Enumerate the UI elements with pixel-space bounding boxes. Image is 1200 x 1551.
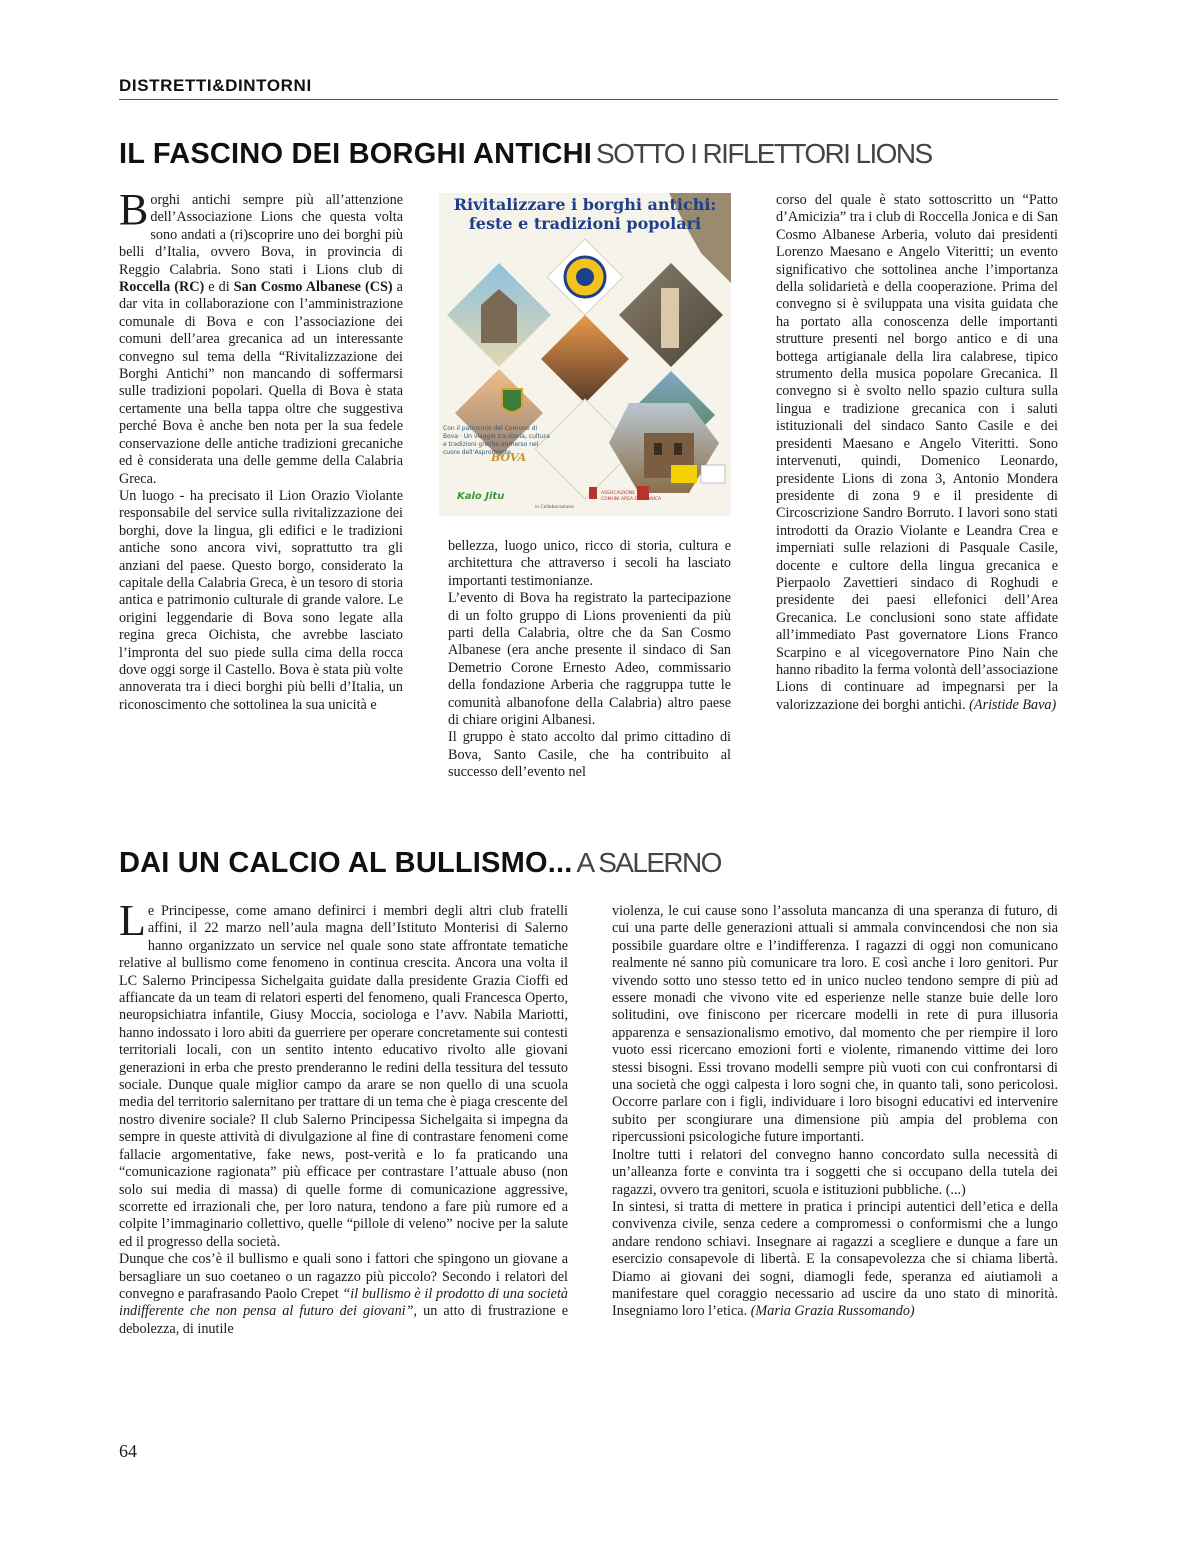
dropcap: B xyxy=(119,185,149,234)
poster-artwork xyxy=(439,193,731,516)
poster-title-line-1: Rivitalizzare i borghi antichi: xyxy=(453,195,717,214)
article1-paragraph-4: L’evento di Bova ha registrato la partecipazione di un folto gruppo di Lions provenienti da più parti della Calabria, oltre che da San Cosmo Albanese (era anche presente il sindaco di San Demetrio Corone Ernesto Adeo, commissario della fondazione Arberia che raggruppa tutte le comunità albanofone della Calabria) altro paese di chiare origini Albanesi. xyxy=(448,590,731,729)
text-run: orghi antichi sempre più all’attenzione dell’Associazione Lions che questa volta sono andati a (ri)scoprire uno dei borghi più belli d’Italia, ovvero Bova, in provincia di Reggio Calabria. Sono stati i Lions club di xyxy=(119,192,403,278)
svg-text:COMUNI AREA GRECANICA: COMUNI AREA GRECANICA xyxy=(601,497,662,502)
svg-text:ASSOCIAZIONE: ASSOCIAZIONE xyxy=(601,491,636,496)
article1-column-1 xyxy=(119,185,403,714)
poster-collaboration: in Collaborazione xyxy=(535,505,574,510)
article2-paragraph-4: Inoltre tutti i relatori del convegno hanno concordato sulla necessità di un’alleanza forte e convinta tra i soggetti che si occupano della tutela dei ragazzi, ovvero tra genitori, scuola e istituzioni pubbliche. (...) xyxy=(612,1146,1058,1198)
text-run: In sintesi, si tratta di mettere in pratica i principi autentici dell’etica e della convivenza civile, senza cedere a compromessi o conformismi che a lungo andare rendono schiavi. Insegnare ai ragazzi a scegliere e dunque a fare un esercizio consapevole di libertà. E la consapevolezza che si chiama libertà. Diamo ai giovani dei sogni, diamogli fede, speranza ed aiutiamoli a manifestare quel coraggio necessario ad uscire da uno stato di minorità. Insegniamo loro l’etica. xyxy=(612,1198,1058,1320)
article2-column-1 xyxy=(119,896,569,1338)
article1-paragraph-2: Un luogo - ha precisato il Lion Orazio Violante responsabile del service sulla rivitalizzazione dei borghi, dove la lingua, gli edifici e le tradizioni antiche sono ancora vivi, soprattutto tra gli anziani del paese. Questo borgo, considerato la capitale della Calabria Greca, è un tesoro di storia antica e patrimonio culturale di grande valore. Le origini leggendarie di Bova sono legate alla regina greca Oichista, che avrebbe lasciato l’impronta del suo piede sulla cima della rocca dove oggi sorge il Castello. Bova è stata più volte annoverata tra i dieci borghi più belli d’Italia, un riconoscimento che sottolinea la sua unicità e xyxy=(119,487,403,713)
poster-title-line-2: feste e tradizioni popolari xyxy=(468,214,702,233)
text-run: a dar vita in collaborazione con l’amministrazione comunale di Bova e con l’associazione dei comuni dell’area grecanica ad un interessante convegno sul tema della “Rivitalizzazione dei Borghi Antichi” non mancando di soffermarsi sulle tradizioni popolari. Quella di Bova è stata certamente una bella tappa oltre che suggestiva perché Bova è anche ben nota per la sua fedele conservazione delle antiche tradizioni grecaniche ed è considerata una delle gemme della Calabria Greca. xyxy=(119,279,403,487)
section-label: DISTRETTI&DINTORNI xyxy=(119,76,312,95)
article1-subtitle: SOTTO I RIFLETTORI LIONS xyxy=(596,138,932,169)
text-run: corso del quale è stato sottoscritto un “Patto d’Amicizia” tra i club di Roccella Jonica e di San Cosmo Albanese Arberia, voluto dai presidenti Lorenzo Maesano e Angelo Viteritti; un evento significativo che sottolinea anche l’importanza della solidarietà e della cooperazione. Prima del convegno si è sviluppata una visita guidata che ha portato alla conoscenza delle importanti strutture presenti nel borgo antico e di una bottega artigianale della lira calabrese, tipico strumento della musica popolare Grecanica. Il convegno si è svolto nello spazio cultura sulla lingua e tradizione grecanica con i saluti istituzionali del sindaco Santo Casile e dei presidenti Maesano e Angelo Viteritti. Sono intervenuti, quindi, Domenico Leonardo, presidente Lions di zona 3, Antonio Mondera presidente di zona 9 e il presidente di Circoscrizione Sandro Borruto. I lavori sono stati introdotti da Orazio Violante e Leandra Crea e imperniati sulle relazioni di Pasquale Casile, docente e cultore della lingua grecanica e Pierpaolo Zavettieri sindaco di Roghudi e presidente dei paesi ellefonici dell’Area Grecanica. Le conclusioni sono state affidate all’immediato Past governatore Lions Franco Scarpino e al vicegovernatore Pino Nain che hanno ribadito la ferma volontà dell’associazione Lions di continuare ad impegnarsi per la valorizzazione dei borghi antichi. xyxy=(776,192,1058,713)
article1-column-2 xyxy=(448,538,731,782)
page-number: 64 xyxy=(119,1441,137,1461)
text-run: e di xyxy=(204,279,234,296)
text-run: , un atto di frustrazione e debolezza, di inutile xyxy=(119,1303,569,1337)
dropcap: L xyxy=(119,896,146,945)
article2-paragraph-1 xyxy=(119,896,568,1251)
article2-headline xyxy=(119,849,721,878)
text-run: Dunque che cos’è il bullismo e quali sono i fattori che spingono un giovane a bersagliare un suo coetaneo o un ragazzo più piccolo? Secondo i relatori del convegno e parafrasando Paolo Crepet xyxy=(119,1251,568,1302)
club-name-san-cosmo: San Cosmo Albanese (CS) xyxy=(233,279,393,296)
article2-paragraph-3: violenza, le cui cause sono l’assoluta mancanza di una speranza di futuro, di cui una parte delle generazioni attuali si ammala convincendosi che non sia possibile guardare oltre e l’indifferenza. I ragazzi di oggi non comunicano realmente né sanno più comunicare tra loro. E così anche i loro genitori. Pur vivendo sotto uno stesso tetto ed in unico nucleo tendono sempre di più ad essere monadi che vivono vite ed esperienze nelle stanze buie delle loro solitudini, ove finiscono per ricercare modelli in rete di pura illusoria apparenza e sensazionalismo emotivo, dal momento che per riempire il loro vuoto essi ricercano emozioni forti e violente, rimanendo vittime dei loro stessi bisogni. Essi trovano modelli sempre più vuoti con cui confrontarsi di una società che oggi calpesta i loro sogni che, in quanto tali, sono pericolosi. Occorre parlare con i figli, individuare i loro bisogni educativi ed intervenire subito per scongiurare una dimensione più ampia del problema con ripercussioni psicologiche future importanti. xyxy=(612,903,1058,1146)
author-signature: (Aristide Bava) xyxy=(969,696,1057,713)
article2-paragraph-2 xyxy=(119,1251,568,1338)
text-run: e Principesse, come amano definirci i membri degli altri club fratelli affini, il 22 marzo nell’aula magna dell’Istituto Monterisi di Salerno hanno organizzato un service nel quale sono state affrontate tematiche relative al bullismo come fenomeno in continua crescita. Ancora una volta il LC Salerno Principessa Sichelgaita guidate dalla presidente Grazia Cioffi ed affiancate da un team di relatori esperti del fenomeno, quali Francesca Operto, neuropsichiatra infantile, Giusy Moccia, sociologa e l’avv. Nabila Mariotti, hanno indossato i loro abiti da guerriere per operare concretamente sui contesti territoriali locali, con un sentito intento educativo rivolto alle giovani generazioni in erba che presto prenderanno le redini della tessitura del tessuto sociale. Dunque quale miglior campo da arare se non quello di una scuola media del territorio salernitano per trattare di un tema che è piaga crescente del nostro divenire sociale? Il club Salerno Principessa Sichelgaita si impegna da sempre in queste attività di divulgazione al fine di contrastare fenomeni come fallacie argomentative, fake news, post-verità e lo fa praticando una “comunicazione ragionata” più efficace per contrastare l’attuale abuso (non solo sui media di massa) di quelle forme di comunicazione aggressive, scorrette ed irrazionali che, per loro natura, tendono a fare più rumore ed a colpite l’immaginario collettivo, quelle “pillole di veleno” nocive per la salute ed il progresso della società. xyxy=(119,903,568,1250)
article1-paragraph-3: bellezza, luogo unico, ricco di storia, cultura e architettura che attraverso i secoli ha lasciato importanti testimonianze. xyxy=(448,538,731,589)
article2-title: DAI UN CALCIO AL BULLISMO... xyxy=(119,847,573,879)
crepet-quote: “il bullismo è il prodotto di una società indifferente che non pensa al futuro dei giovani” xyxy=(119,1285,568,1320)
article1-title: IL FASCINO DEI BORGHI ANTICHI xyxy=(119,138,593,170)
article1-paragraph-5: Il gruppo è stato accolto dal primo cittadino di Bova, Santo Casile, che ha contribuito al successo dell’evento nel xyxy=(448,729,731,781)
article1-paragraph-1 xyxy=(119,185,403,488)
poster-subtitle: Con il patrocinio del Comune di Bova · Un viaggio tra storia, cultura e tradizioni greche immerso nel cuore dell’Aspromonte xyxy=(443,425,550,456)
article1-column-3 xyxy=(776,192,1058,714)
article2-paragraph-5 xyxy=(612,1199,1058,1321)
svg-text:Kalo Jitu: Kalo Jitu xyxy=(457,491,505,502)
poster-title xyxy=(439,195,731,233)
poster-town: BOVA xyxy=(491,451,527,464)
event-poster xyxy=(439,193,731,516)
article2-column-2 xyxy=(612,903,1058,1321)
article2-subtitle: A SALERNO xyxy=(576,847,721,878)
article1-paragraph-6 xyxy=(776,192,1058,714)
section-divider xyxy=(119,99,1058,100)
article1-headline xyxy=(119,140,932,169)
author-signature: (Maria Grazia Russomando) xyxy=(750,1303,915,1320)
club-name-roccella: Roccella (RC) xyxy=(119,279,205,296)
